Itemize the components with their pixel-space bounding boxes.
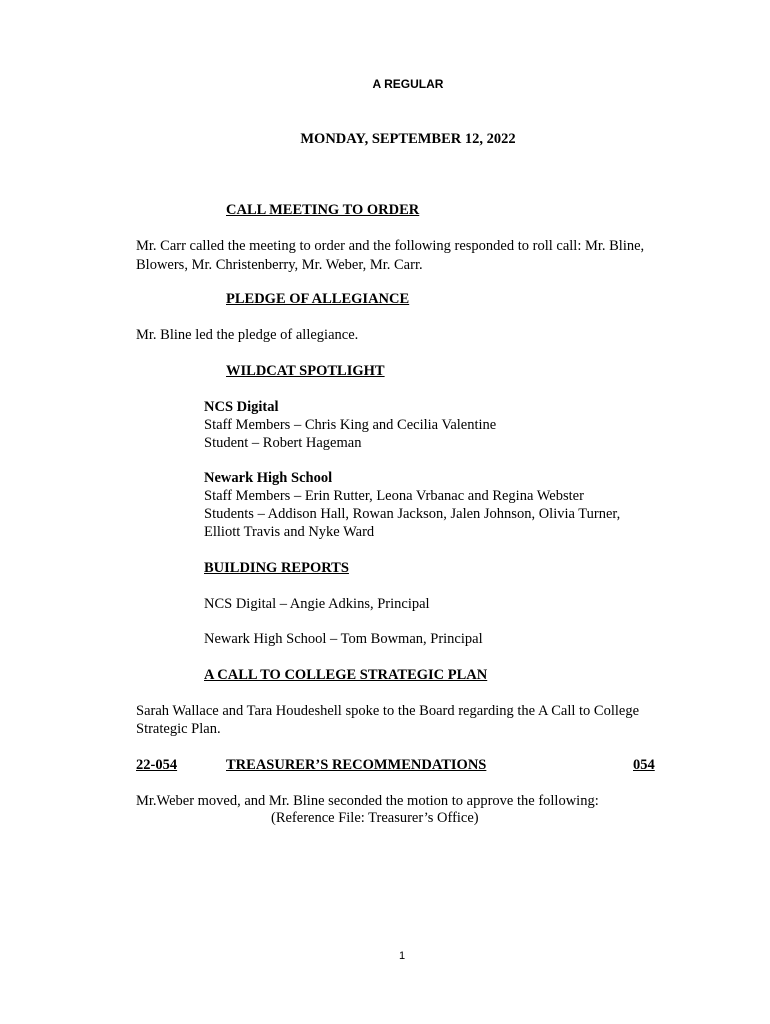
building-report-newark: Newark High School – Tom Bowman, Principal [204,631,483,647]
pledge-heading: PLEDGE OF ALLEGIANCE [226,291,410,307]
document-title: A REGULAR [372,77,444,91]
treasurer-motion: Mr.Weber moved, and Mr. Bline seconded the motion to approve the following: [136,793,599,809]
building-report-ncs: NCS Digital – Angie Adkins, Principal [204,596,430,612]
building-reports-heading: BUILDING REPORTS [204,560,349,576]
spotlight-newark-staff: Staff Members – Erin Rutter, Leona Vrbanac and Regina Webster [204,488,584,504]
treasurer-heading: TREASURER’S RECOMMENDATIONS [226,757,487,773]
spotlight-heading: WILDCAT SPOTLIGHT [226,363,385,379]
treasurer-reference: (Reference File: Treasurer’s Office) [271,810,479,826]
treasurer-item-number: 22-054 [136,757,178,773]
call-meeting-heading: CALL MEETING TO ORDER [226,202,420,218]
spotlight-ncs-name: NCS Digital [204,399,279,415]
call-meeting-text-line1: Mr. Carr called the meeting to order and the following responded to roll call: Mr. Bline, [136,238,645,254]
call-meeting-text-line2: Blowers, Mr. Christenberry, Mr. Weber, Mr. Carr. [136,257,423,273]
spotlight-newark-students-line2: Elliott Travis and Nyke Ward [204,524,375,540]
spotlight-ncs-staff: Staff Members – Chris King and Cecilia Valentine [204,417,497,433]
college-plan-heading: A CALL TO COLLEGE STRATEGIC PLAN [204,667,488,683]
college-plan-text-line2: Strategic Plan. [136,721,221,737]
spotlight-ncs-student: Student – Robert Hageman [204,435,362,451]
meeting-date: MONDAY, SEPTEMBER 12, 2022 [300,131,516,147]
spotlight-newark-students-line1: Students – Addison Hall, Rowan Jackson, Jalen Johnson, Olivia Turner, [204,506,621,522]
treasurer-code: 054 [633,757,655,773]
spotlight-newark-name: Newark High School [204,470,333,486]
page-number: 1 [399,950,406,962]
pledge-text: Mr. Bline led the pledge of allegiance. [136,327,359,343]
college-plan-text-line1: Sarah Wallace and Tara Houdeshell spoke to the Board regarding the A Call to College [136,703,640,719]
